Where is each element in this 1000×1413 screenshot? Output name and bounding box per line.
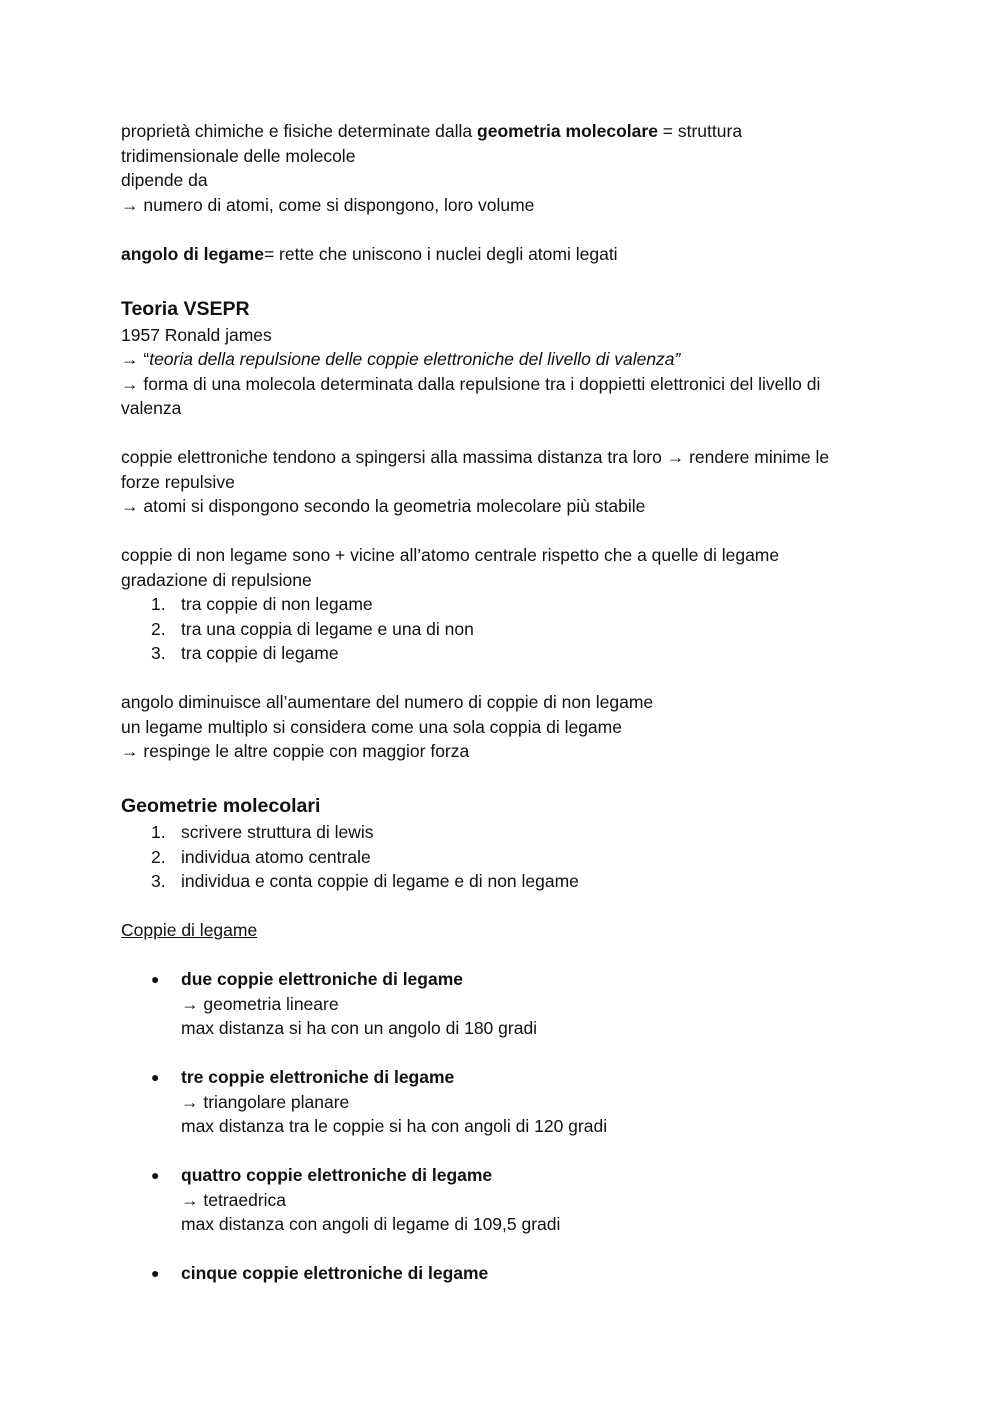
intro-line-2: tridimensionale delle molecole (121, 145, 356, 166)
push-line: → respinge le altre coppie con maggior forza (121, 741, 470, 761)
bullet-line: max distanza si ha con un angolo di 180 gradi (181, 1018, 538, 1038)
steps-list (121, 820, 881, 894)
intro-text: proprietà chimiche e fisiche determinate dalla (121, 121, 478, 141)
bullet-item (121, 1065, 881, 1139)
bullet-icon: ● (151, 1167, 160, 1183)
subheading-bond-pairs: Coppie di legame (121, 920, 258, 940)
definition-text: = rette che uniscono i nuclei degli atomi legati (263, 243, 618, 264)
list-number: 2. (151, 618, 166, 639)
bullet-line: max distanza tra le coppie si ha con angoli di 120 gradi (181, 1116, 608, 1136)
heading-geometries: Geometrie molecolari (121, 795, 321, 817)
vsepr-form-line-1: → forma di una molecola determinata dalla repulsione tra i doppietti elettronici del livello di (121, 373, 821, 394)
bullet-title: due coppie elettroniche di legame (181, 969, 464, 989)
list-text: tra una coppia di legame e una di non (181, 618, 474, 639)
spacer (121, 764, 881, 789)
bullet-line: max distanza con angoli di legame di 109,5 gradi (181, 1214, 561, 1234)
spacer (121, 1041, 881, 1066)
document-content (121, 119, 881, 1286)
bullet-icon: ● (151, 971, 160, 987)
pairs-line-2: forze repulsive (121, 471, 235, 492)
spacer (121, 1139, 881, 1164)
bullet-title: quattro coppie elettroniche di legame (181, 1165, 493, 1185)
depends-arrow-line: → numero di atomi, come si dispongono, loro volume (121, 194, 535, 215)
depends-line: dipende da (121, 170, 208, 190)
bullet-line: → tetraedrica (181, 1189, 287, 1210)
definition-italic: teoria della repulsione delle coppie elettroniche del livello di valenza” (149, 349, 681, 369)
bold-term: angolo di legame (121, 243, 264, 264)
list-item (121, 592, 881, 617)
vsepr-definition (121, 347, 881, 372)
bold-term: geometria molecolare (477, 121, 658, 141)
spacer (121, 894, 881, 919)
bond-angle-line (121, 242, 881, 267)
list-text: individua atomo centrale (181, 846, 371, 867)
vsepr-form-line-2: valenza (121, 398, 182, 418)
multiple-bond-line: un legame multiplo si considera come una sola coppia di legame (121, 716, 622, 737)
list-number: 1. (151, 594, 166, 614)
heading-vsepr: Teoria VSEPR (121, 297, 250, 320)
bullet-item (121, 1163, 881, 1237)
nonbond-line: coppie di non legame sono + vicine all’atomo centrale rispetto che a quelle di legame (121, 545, 780, 565)
bullet-icon: ● (151, 1069, 160, 1085)
gradation-line: gradazione di repulsione (121, 569, 312, 590)
list-text: individua e conta coppie di legame e di non legame (181, 871, 579, 891)
spacer (121, 421, 881, 446)
repulsion-list (121, 592, 881, 666)
list-number: 2. (151, 846, 166, 867)
list-text: tra coppie di non legame (181, 594, 373, 614)
list-item (121, 820, 881, 845)
spacer (121, 217, 881, 242)
list-number: 1. (151, 822, 166, 842)
list-text: scrivere struttura di lewis (181, 822, 374, 842)
bullet-title: tre coppie elettroniche di legame (181, 1067, 455, 1087)
list-number: 3. (151, 871, 166, 891)
definition-prefix: → “ (121, 349, 150, 369)
bullet-item (121, 1261, 881, 1286)
atoms-line: → atomi si dispongono secondo la geometria molecolare più stabile (121, 496, 646, 516)
intro-line-1 (121, 119, 881, 144)
bullet-line: → geometria lineare (181, 993, 339, 1014)
pairs-line-1: coppie elettroniche tendono a spingersi alla massima distanza tra loro → rendere minime le (121, 447, 830, 467)
bullet-line: → triangolare planare (181, 1091, 350, 1112)
bullet-title: cinque coppie elettroniche di legame (181, 1263, 489, 1283)
spacer (121, 666, 881, 691)
list-item (121, 641, 881, 666)
spacer (121, 943, 881, 968)
list-text: tra coppie di legame (181, 643, 339, 663)
angle-decrease-line: angolo diminuisce all’aumentare del numero di coppie di non legame (121, 692, 654, 712)
list-item (121, 869, 881, 894)
spacer (121, 519, 881, 544)
bullet-icon: ● (151, 1265, 160, 1281)
list-item (121, 845, 881, 870)
spacer (121, 266, 881, 291)
list-number: 3. (151, 643, 166, 663)
intro-text: = struttura (657, 121, 743, 141)
spacer (121, 1237, 881, 1262)
list-item (121, 617, 881, 642)
vsepr-year: 1957 Ronald james (121, 324, 272, 345)
bullet-item (121, 967, 881, 1041)
